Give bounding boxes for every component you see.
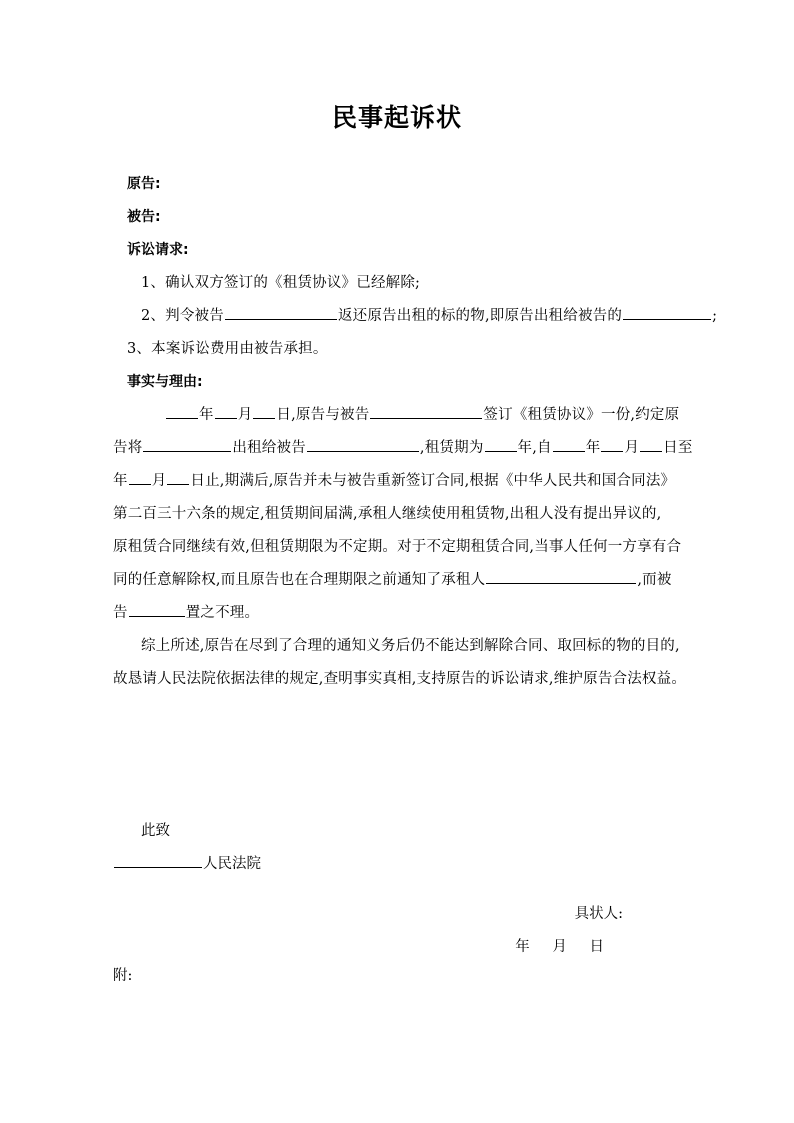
facts-line6-b: ,而被 [637,572,672,588]
facts-line1-b: 月 [237,407,253,423]
claim-item-2 [113,300,718,333]
facts-line2-b: 出租给被告 [232,440,306,456]
facts-line1-c: 日,原告与被告 [276,407,370,423]
facts-line1-d: 签订《租赁协议》一份,约定原 [483,407,680,423]
document-body [113,168,718,696]
facts-line-3 [113,465,683,498]
facts-line-6 [113,564,683,597]
facts-heading: 事实与理由: [127,374,203,390]
conclusion-line-2: 故恳请人民法院依据法律的规定,查明事实真相,支持原告的诉讼请求,维护原告合法权益。 [113,671,687,687]
facts-line2-e: 年 [585,440,601,456]
facts-blank-leased-object[interactable] [143,436,231,452]
claim-3-number: 3、 [127,341,152,357]
facts-blank-notified-lessee[interactable] [486,568,636,584]
facts-line3-c: 日止,期满后,原告并未与被告重新签订合同,根据《中华人民共和国合同法》 [190,473,676,489]
facts-line-4: 第二百三十六条的规定,租赁期间届满,承租人继续使用租赁物,出租人没有提出异议的, [113,506,662,522]
claim-2-text-part2: 返还原告出租的标的物,即原告出租给被告的 [337,308,623,324]
facts-blank-to-month[interactable] [129,469,151,485]
facts-blank-month-start[interactable] [215,403,237,419]
facts-line3-b: 月 [151,473,167,489]
claim-1-text: 确认双方签订的《租赁协议》已经解除; [165,275,421,291]
claim-2-text-part3: ; [712,308,718,324]
facts-blank-day-start[interactable] [253,403,275,419]
claim-2-blank-defendant[interactable] [225,304,337,320]
facts-line1-a: 年 [199,407,214,423]
facts-blank-to-day[interactable] [167,469,189,485]
claim-2-text-part1: 判令被告 [165,308,224,324]
facts-line-7 [113,597,683,630]
claim-3-text: 本案诉讼费用由被告承担。 [151,341,328,357]
facts-line-2 [113,432,693,465]
facts-line3-a: 年 [113,473,128,489]
facts-line6-a: 同的任意解除权,而且原告也在合理期限之前通知了承租人 [113,572,486,588]
signatory-label: 具状人: [574,906,623,922]
facts-blank-year-start[interactable] [166,403,198,419]
facts-blank-from-month[interactable] [601,436,623,452]
facts-line2-a: 告将 [113,440,143,456]
claim-item-1 [113,267,683,300]
defendant-label: 被告: [127,209,161,225]
claim-1-number: 1、 [141,275,166,291]
facts-blank-defendant-ignored[interactable] [129,601,185,617]
facts-line2-c: ,租赁期为 [419,440,484,456]
facts-line7-a: 告 [113,605,128,621]
court-line [113,848,683,881]
conclusion-line-1: 综上所述,原告在尽到了合理的通知义务后仍不能达到解除合同、取回标的物的目的, [141,638,680,654]
court-suffix: 人民法院 [203,856,261,872]
facts-line7-b: 置之不理。 [185,605,260,621]
facts-line-1 [113,399,683,432]
claim-item-3 [113,333,683,366]
facts-blank-from-day[interactable] [640,436,662,452]
facts-line2-f: 月 [624,440,640,456]
claim-2-number: 2、 [141,308,166,324]
court-name-blank[interactable] [114,852,202,868]
appendix-label: 附: [113,968,133,984]
facts-line2-d: 年,自 [517,440,552,456]
plaintiff-label: 原告: [127,176,161,192]
facts-line-5: 原租赁合同继续有效,但租赁期限为不定期。对于不定期租赁合同,当事人任何一方享有合 [113,539,682,555]
salutation: 此致 [141,823,170,839]
claim-2-blank-object[interactable] [623,304,711,320]
claims-heading: 诉讼请求: [127,242,189,258]
page-title: 民事起诉状 [331,103,462,132]
facts-blank-lessee[interactable] [307,436,419,452]
facts-blank-from-year[interactable] [553,436,585,452]
signature-date-line: 年 月 日 [515,939,613,955]
facts-blank-defendant-name[interactable] [370,403,482,419]
closing-block [113,815,683,881]
signature-block [113,898,683,964]
facts-blank-term-years[interactable] [485,436,517,452]
facts-line2-g: 日至 [663,440,693,456]
